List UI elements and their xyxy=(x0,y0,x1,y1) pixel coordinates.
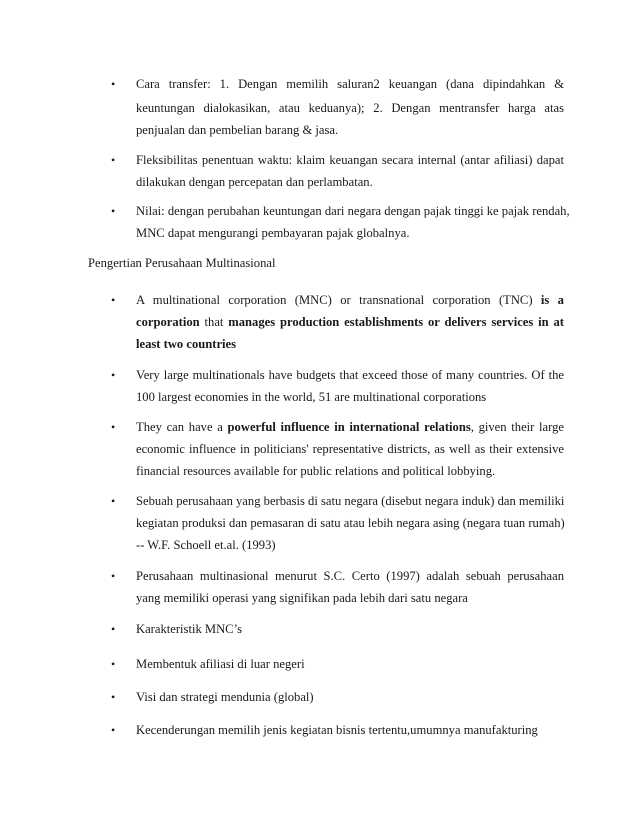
text-line: economic influence in politicians' representative districts, as well as their extensive xyxy=(136,442,564,456)
text-line: keuntungan dialokasikan, atau keduanya); 2. Dengan mentransfer harga atas xyxy=(136,101,564,115)
text-line: Visi dan strategi mendunia (global) xyxy=(136,690,314,704)
bullet: • xyxy=(111,204,116,218)
text-line: Karakteristik MNC’s xyxy=(136,622,242,636)
text-line: dilakukan dengan percepatan dan perlambatan. xyxy=(136,175,373,189)
text-line: Very large multinationals have budgets that exceed those of many countries. Of the xyxy=(136,368,564,382)
bullet: • xyxy=(111,690,116,704)
text-line: Sebuah perusahaan yang berbasis di satu negara (disebut negara induk) dan memiliki xyxy=(136,494,565,508)
bullet: • xyxy=(111,494,116,508)
text-line: yang memiliki operasi yang signifikan pada lebih dari satu negara xyxy=(136,591,468,605)
text-line: MNC dapat mengurangi pembayaran pajak globalnya. xyxy=(136,226,410,240)
bullet: • xyxy=(111,153,116,167)
text-line: Fleksibilitas penentuan waktu: klaim keuangan secara internal (antar afiliasi) dapat xyxy=(136,153,564,167)
section-heading: Pengertian Perusahaan Multinasional xyxy=(88,256,276,270)
text-line: -- W.F. Schoell et.al. (1993) xyxy=(136,538,276,552)
text-line: They can have a powerful influence in international relations, given their large xyxy=(136,420,565,434)
text-line: Nilai: dengan perubahan keuntungan dari negara dengan pajak tinggi ke pajak rendah, xyxy=(136,204,570,218)
text-line: penjualan dan pembelian barang & jasa. xyxy=(136,123,339,137)
bullet: • xyxy=(111,420,116,434)
bullet: • xyxy=(111,723,116,737)
text-line: least two countries xyxy=(136,337,237,351)
text-line: A multinational corporation (MNC) or transnational corporation (TNC) is a xyxy=(136,293,564,307)
bullet: • xyxy=(111,657,116,671)
bullet: • xyxy=(111,293,116,307)
text-line: Cara transfer: 1. Dengan memilih saluran2 keuangan (dana dipindahkan & xyxy=(136,77,564,91)
bullet: • xyxy=(111,368,116,382)
bullet: • xyxy=(111,77,116,91)
text-line: Membentuk afiliasi di luar negeri xyxy=(136,657,305,671)
text-line: kegiatan produksi dan pemasaran di satu atau lebih negara asing (negara tuan rumah) xyxy=(136,516,565,530)
text-line: 100 largest economies in the world, 51 are multinational corporations xyxy=(136,390,487,404)
text-line: financial resources available for public relations and political lobbying. xyxy=(136,464,496,478)
bullet: • xyxy=(111,569,116,583)
bullet: • xyxy=(111,622,116,636)
text-line: Kecenderungan memilih jenis kegiatan bisnis tertentu,umumnya manufakturing xyxy=(136,723,538,737)
text-line: Perusahaan multinasional menurut S.C. Certo (1997) adalah sebuah perusahaan xyxy=(136,569,564,583)
text-line: corporation that manages production establishments or delivers services in at xyxy=(136,315,564,329)
